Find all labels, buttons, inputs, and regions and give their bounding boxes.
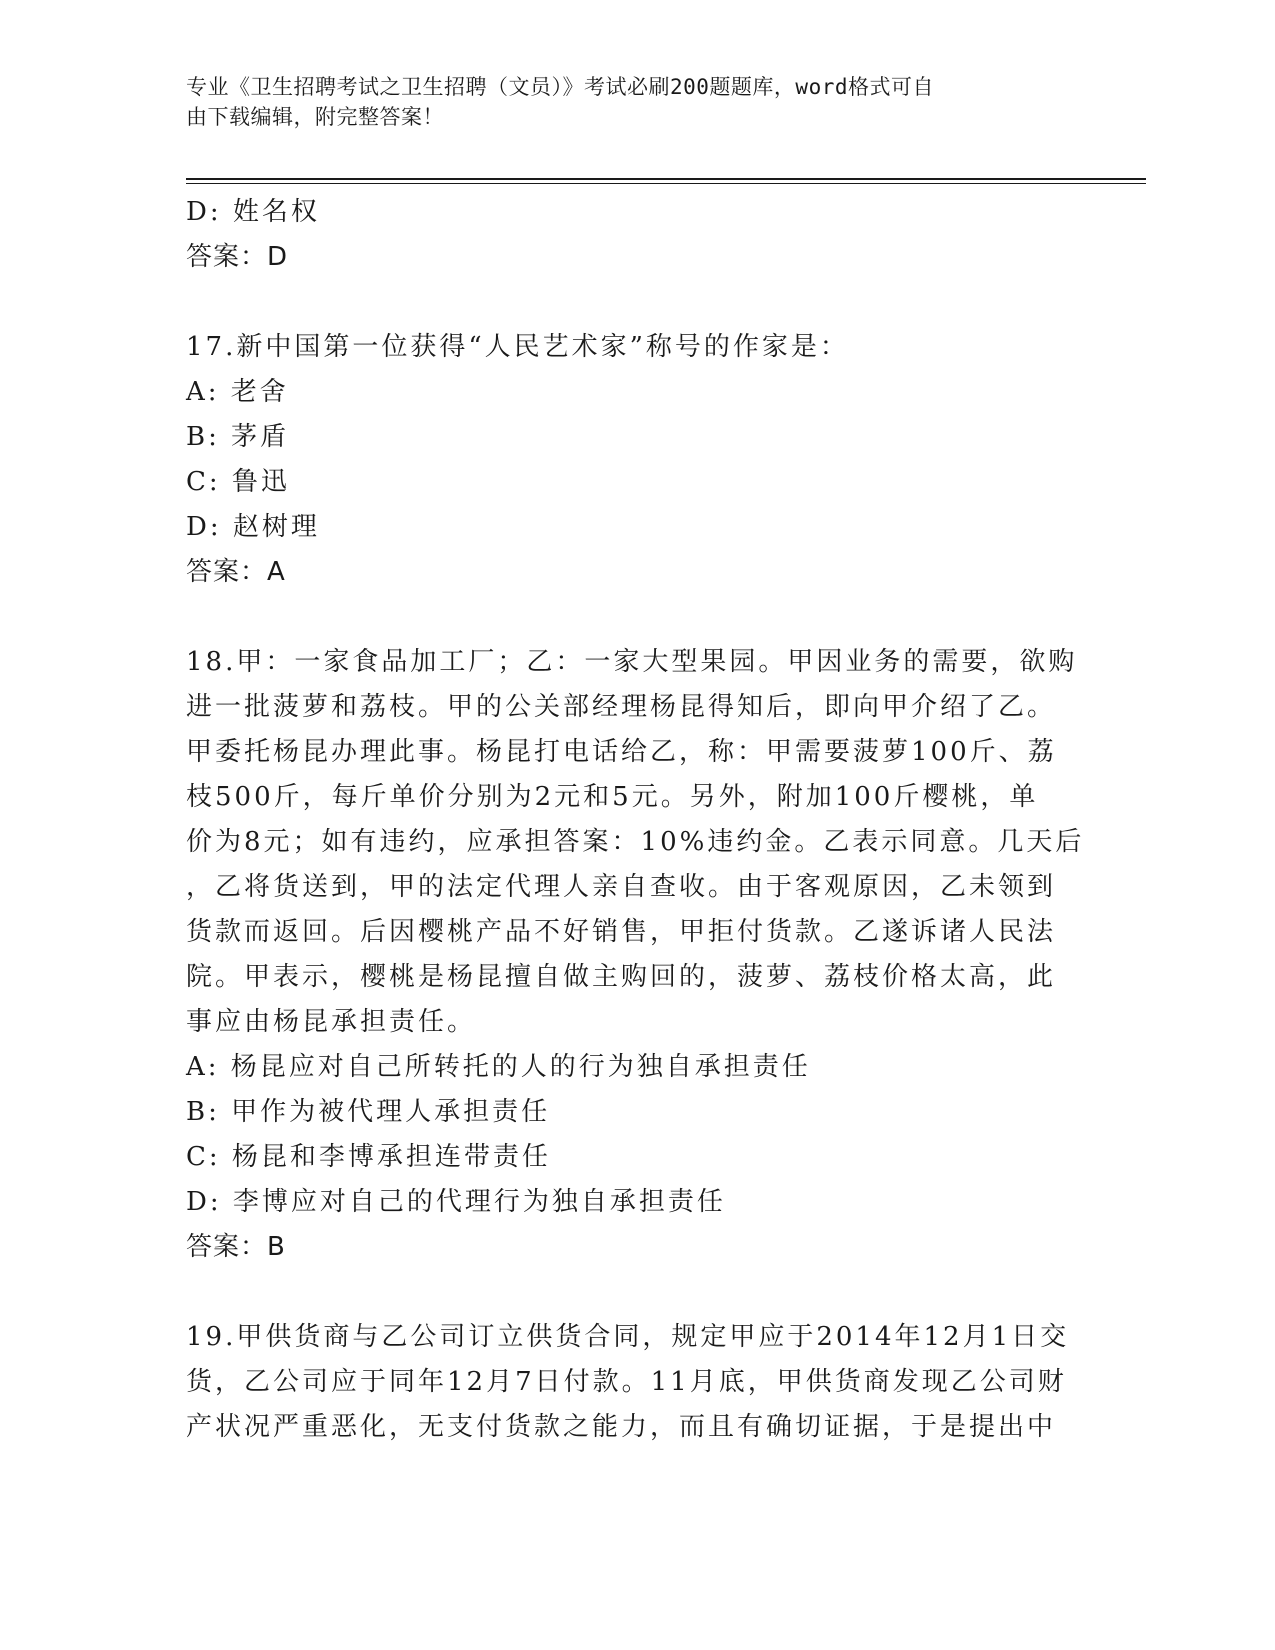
header-line-1: 专业《卫生招聘考试之卫生招聘（文员）》考试必刷200题题库，word格式可自 xyxy=(186,75,934,99)
option-a: A: 杨昆应对自己所转托的人的行为独自承担责任 xyxy=(186,1052,811,1082)
option-c: C: 鲁迅 xyxy=(186,467,290,497)
answer-line: 答案：B xyxy=(186,1232,286,1262)
question-stem-line: 事应由杨昆承担责任。 xyxy=(186,1007,477,1037)
question-stem-line: 18.甲：一家食品加工厂；乙：一家大型果园。甲因业务的需要，欲购 xyxy=(186,647,1078,677)
question-stem-line: 院。甲表示，樱桃是杨昆擅自做主购回的，菠萝、荔枝价格太高，此 xyxy=(186,962,1057,992)
spacer xyxy=(186,1270,1066,1315)
page-header xyxy=(186,72,1066,132)
spacer xyxy=(186,280,1066,325)
option-c: C: 杨昆和李博承担连带责任 xyxy=(186,1142,551,1172)
question-content xyxy=(186,190,1085,1450)
option-d: D: 姓名权 xyxy=(186,197,320,227)
question-stem-line: 货款而返回。后因樱桃产品不好销售，甲拒付货款。乙遂诉诸人民法 xyxy=(186,917,1057,947)
header-line-2: 由下载编辑，附完整答案！ xyxy=(186,105,444,129)
question-stem-line: 19.甲供货商与乙公司订立供货合同，规定甲应于2014年12月1日交 xyxy=(186,1322,1070,1352)
header-rule-thick xyxy=(186,178,1146,180)
option-a: A: 老舍 xyxy=(186,377,289,407)
question-stem-line: ，乙将货送到，甲的法定代理人亲自查收。由于客观原因，乙未领到 xyxy=(186,872,1057,902)
option-d: D: 赵树理 xyxy=(186,512,320,542)
option-d: D: 李博应对自己的代理行为独自承担责任 xyxy=(186,1187,726,1217)
question-17 xyxy=(186,325,1066,595)
question-stem-line: 产状况严重恶化，无支付货款之能力，而且有确切证据，于是提出中 xyxy=(186,1412,1057,1442)
question-stem-line: 进一批菠萝和荔枝。甲的公关部经理杨昆得知后，即向甲介绍了乙。 xyxy=(186,692,1057,722)
option-b: B: 茅盾 xyxy=(186,422,290,452)
question-18 xyxy=(186,640,1085,1270)
answer-line: 答案：D xyxy=(186,242,289,272)
question-19 xyxy=(186,1315,1070,1450)
question-stem-line: 枝500斤，每斤单价分别为2元和5元。另外，附加100斤樱桃，单 xyxy=(186,782,1039,812)
spacer xyxy=(186,595,1066,640)
question-stem-line: 货，乙公司应于同年12月7日付款。11月底，甲供货商发现乙公司财 xyxy=(186,1367,1067,1397)
question-stem-line: 甲委托杨昆办理此事。杨昆打电话给乙，称：甲需要菠萝100斤、荔 xyxy=(186,737,1057,767)
answer-line: 答案：A xyxy=(186,557,286,587)
question-stem: 17.新中国第一位获得“人民艺术家”称号的作家是： xyxy=(186,332,849,362)
question-stem-line: 价为8元；如有违约，应承担答案：10%违约金。乙表示同意。几天后 xyxy=(186,827,1085,857)
question-16-tail xyxy=(186,190,1066,280)
header-rule-thin xyxy=(186,183,1146,184)
option-b: B: 甲作为被代理人承担责任 xyxy=(186,1097,551,1127)
